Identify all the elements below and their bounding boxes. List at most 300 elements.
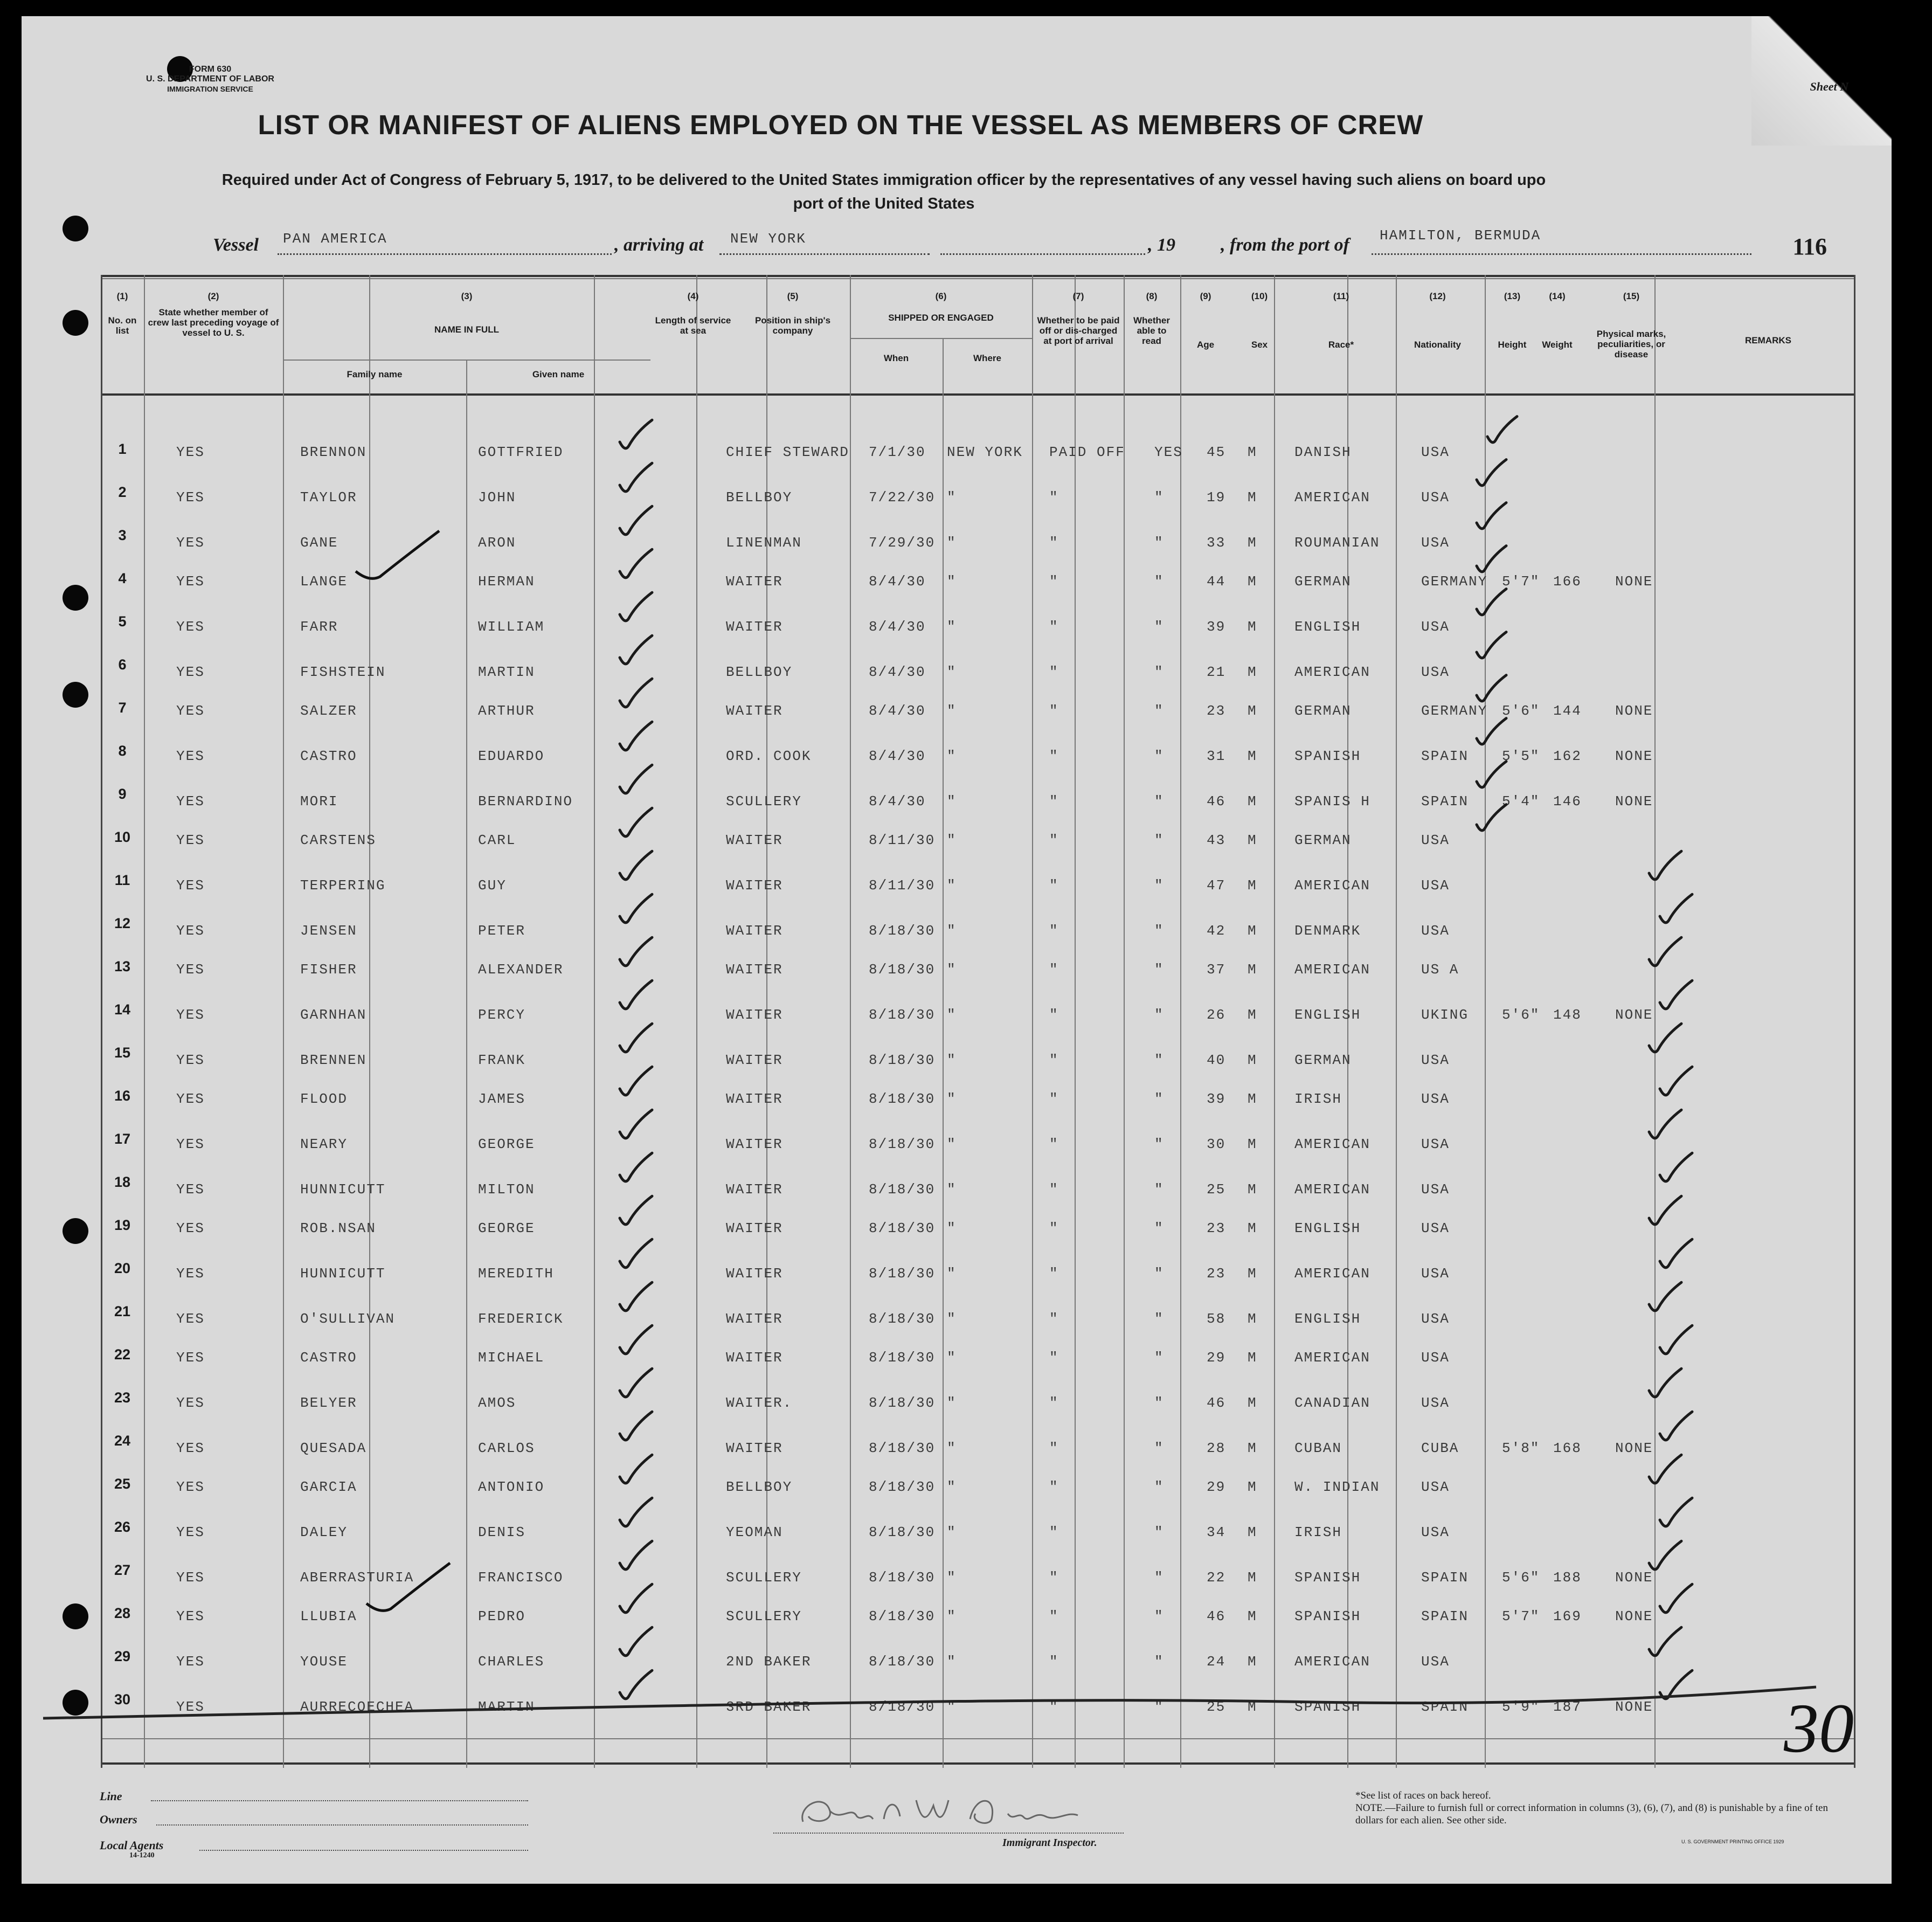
cell-position: WAITER: [726, 1091, 783, 1107]
cell-where: ": [947, 1654, 957, 1670]
cell-paid: ": [1049, 1052, 1059, 1068]
length-of-service-check-icon: [620, 506, 652, 535]
length-of-service-check-icon: [620, 1627, 652, 1656]
cell-paid: ": [1049, 1091, 1059, 1107]
cell-prev: YES: [176, 1311, 205, 1327]
ink-marks: [22, 16, 1892, 1884]
cell-prev: YES: [176, 1007, 205, 1023]
column-number-c10: (10): [1251, 291, 1268, 301]
cell-position: WAITER: [726, 1136, 783, 1152]
cell-prev: YES: [176, 1350, 205, 1366]
cell-prev: YES: [176, 1608, 205, 1624]
cell-prev: YES: [176, 1654, 205, 1670]
cell-given: EDUARDO: [478, 748, 545, 764]
cell-age: 58: [1207, 1311, 1226, 1327]
remarks-check-icon: [1660, 1067, 1692, 1095]
cell-sex: M: [1248, 923, 1257, 939]
cell-sex: M: [1248, 877, 1257, 894]
cell-prev: YES: [176, 1052, 205, 1068]
length-of-service-check-icon: [620, 894, 652, 923]
footnote: [1355, 1789, 1840, 1827]
written-total: 30: [1784, 1690, 1854, 1767]
cell-where: ": [947, 1266, 957, 1282]
cell-read: ": [1154, 1052, 1164, 1068]
footnote-penalty: NOTE.—Failure to furnish full or correct information in columns (3), (6), (7), and (8) is punishable by a fine of ten dollars for each alien. See other side.: [1355, 1802, 1828, 1826]
cell-sex: M: [1248, 793, 1257, 810]
cell-when: 8/18/30: [869, 1440, 936, 1456]
cell-prev: YES: [176, 1266, 205, 1282]
cell-when: 8/18/30: [869, 962, 936, 978]
height-check-icon: [1477, 589, 1506, 615]
cell-read: ": [1154, 923, 1164, 939]
cell-prev: YES: [176, 1395, 205, 1411]
cell-paid: ": [1049, 1395, 1059, 1411]
cell-prev: YES: [176, 535, 205, 551]
cell-sex: M: [1248, 1570, 1257, 1586]
cell-given: JAMES: [478, 1091, 526, 1107]
column-number-c14: (14): [1549, 291, 1566, 301]
cell-when: 8/18/30: [869, 1136, 936, 1152]
cell-nationality: USA: [1421, 1181, 1450, 1198]
cell-position: SCULLERY: [726, 1608, 802, 1624]
length-of-service-check-icon: [620, 1670, 652, 1699]
cell-paid: ": [1049, 793, 1059, 810]
cell-race: IRISH: [1294, 1091, 1342, 1107]
cell-given: JOHN: [478, 489, 516, 506]
remarks-check-icon: [1649, 851, 1681, 880]
cell-given: GEORGE: [478, 1220, 535, 1236]
length-of-service-check-icon: [620, 808, 652, 836]
cell-position: WAITER: [726, 703, 783, 719]
cell-height: 5'9": [1502, 1699, 1540, 1715]
cell-paid: ": [1049, 1220, 1059, 1236]
length-of-service-check-icon: [620, 1325, 652, 1354]
cell-age: 23: [1207, 1266, 1226, 1282]
printer-imprint: U. S. GOVERNMENT PRINTING OFFICE 1929: [1681, 1839, 1784, 1844]
remarks-check-icon: [1649, 1368, 1681, 1397]
cell-family: CARSTENS: [300, 832, 376, 848]
large-check-mark-icon: [356, 531, 439, 578]
cell-sex: M: [1248, 1266, 1257, 1282]
cell-read: YES: [1154, 444, 1183, 460]
cell-weight: 169: [1553, 1608, 1582, 1624]
length-of-service-check-icon: [620, 937, 652, 966]
cell-when: 8/4/30: [869, 748, 926, 764]
cell-paid: ": [1049, 962, 1059, 978]
length-of-service-check-icon: [620, 1455, 652, 1483]
length-of-service-check-icon: [620, 1584, 652, 1613]
cell-nationality: USA: [1421, 877, 1450, 894]
height-check-icon: [1477, 805, 1506, 831]
cell-age: 39: [1207, 1091, 1226, 1107]
cell-sex: M: [1248, 832, 1257, 848]
cell-nationality: USA: [1421, 619, 1450, 635]
cell-sex: M: [1248, 1311, 1257, 1327]
column-number-c6: (6): [935, 291, 947, 301]
cell-age: 34: [1207, 1524, 1226, 1540]
cell-race: SPANISH: [1294, 748, 1361, 764]
cell-when: 8/18/30: [869, 1181, 936, 1198]
length-of-service-check-icon: [620, 679, 652, 707]
cell-when: 8/18/30: [869, 1091, 936, 1107]
cell-where: ": [947, 1524, 957, 1540]
cell-race: ENGLISH: [1294, 1311, 1361, 1327]
cell-position: WAITER: [726, 1440, 783, 1456]
column-header-c7: Whether to be paid off or dis-charged at port of arrival: [1037, 315, 1120, 346]
cell-no: 13: [114, 958, 131, 974]
cell-marks: NONE: [1615, 748, 1653, 764]
cell-where: ": [947, 832, 957, 848]
form-number: FORM 630: [189, 65, 232, 74]
cell-marks: NONE: [1615, 793, 1653, 810]
cell-position: WAITER: [726, 573, 783, 590]
length-of-service-check-icon: [620, 1282, 652, 1311]
cell-paid: ": [1049, 573, 1059, 590]
column-number-c2: (2): [207, 291, 219, 301]
cell-position: WAITER: [726, 923, 783, 939]
cell-prev: YES: [176, 1091, 205, 1107]
cell-given: FRANCISCO: [478, 1570, 564, 1586]
column-header-c3: NAME IN FULL: [434, 324, 499, 335]
column-number-c5: (5): [787, 291, 799, 301]
cell-when: 8/18/30: [869, 1570, 936, 1586]
column-number-c1: (1): [116, 291, 128, 301]
sheet-number: 116: [1792, 233, 1827, 260]
cell-age: 33: [1207, 535, 1226, 551]
cell-age: 39: [1207, 619, 1226, 635]
length-of-service-check-icon: [620, 1541, 652, 1570]
cell-position: WAITER: [726, 1220, 783, 1236]
cell-when: 8/18/30: [869, 1266, 936, 1282]
cell-family: CASTRO: [300, 1350, 357, 1366]
cell-no: 25: [114, 1476, 131, 1492]
page-title: LIST OR MANIFEST OF ALIENS EMPLOYED ON THE VESSEL AS MEMBERS OF CREW: [258, 109, 1424, 140]
cell-age: 29: [1207, 1479, 1226, 1495]
length-of-service-check-icon: [620, 420, 652, 448]
cell-paid: ": [1049, 489, 1059, 506]
cell-family: CASTRO: [300, 748, 357, 764]
cell-race: ENGLISH: [1294, 1007, 1361, 1023]
cell-given: GUY: [478, 877, 507, 894]
cell-where: ": [947, 877, 957, 894]
cell-where: ": [947, 535, 957, 551]
cell-race: GERMAN: [1294, 703, 1352, 719]
cell-read: ": [1154, 703, 1164, 719]
cell-where: ": [947, 1220, 957, 1236]
cell-read: ": [1154, 1608, 1164, 1624]
cell-no: 12: [114, 915, 131, 931]
cell-where: ": [947, 1699, 957, 1715]
cell-paid: ": [1049, 1136, 1059, 1152]
subtitle-line-2: port of the United States: [793, 195, 975, 212]
cell-prev: YES: [176, 832, 205, 848]
cell-family: FISHER: [300, 962, 357, 978]
cell-position: WAITER: [726, 1311, 783, 1327]
cell-position: WAITER: [726, 1181, 783, 1198]
cell-weight: 146: [1553, 793, 1582, 810]
cell-no: 21: [114, 1303, 131, 1319]
cell-weight: 162: [1553, 748, 1582, 764]
cell-prev: YES: [176, 1570, 205, 1586]
cell-age: 29: [1207, 1350, 1226, 1366]
column-header-c2: State whether member of crew last preceding voyage of vessel to U. S.: [148, 307, 279, 338]
cell-race: AMERICAN: [1294, 1136, 1370, 1152]
cell-age: 37: [1207, 962, 1226, 978]
cell-no: 19: [114, 1217, 131, 1233]
cell-paid: ": [1049, 1570, 1059, 1586]
remarks-check-icon: [1649, 937, 1681, 966]
cell-when: 7/1/30: [869, 444, 926, 460]
cell-sex: M: [1248, 1220, 1257, 1236]
from-label: , from the port of: [1221, 235, 1349, 255]
cell-read: ": [1154, 535, 1164, 551]
cell-given: PETER: [478, 923, 526, 939]
cell-height: 5'5": [1502, 748, 1540, 764]
cell-family: YOUSE: [300, 1654, 348, 1670]
cell-race: AMERICAN: [1294, 1350, 1370, 1366]
cell-sex: M: [1248, 1440, 1257, 1456]
cell-family: GARCIA: [300, 1479, 357, 1495]
cell-prev: YES: [176, 1440, 205, 1456]
column-number-c3: (3): [461, 291, 473, 301]
cell-nationality: USA: [1421, 664, 1450, 680]
cell-race: DANISH: [1294, 444, 1352, 460]
cell-nationality: USA: [1421, 1350, 1450, 1366]
cell-family: LANGE: [300, 573, 348, 590]
cell-family: BRENNEN: [300, 1052, 367, 1068]
cell-age: 31: [1207, 748, 1226, 764]
cell-given: GOTTFRIED: [478, 444, 564, 460]
remarks-check-icon: [1660, 894, 1692, 923]
cell-where: ": [947, 619, 957, 635]
cell-weight: 166: [1553, 573, 1582, 590]
cell-no: 3: [118, 527, 127, 543]
cell-read: ": [1154, 1220, 1164, 1236]
cell-given: CARLOS: [478, 1440, 535, 1456]
cell-weight: 148: [1553, 1007, 1582, 1023]
cell-race: DENMARK: [1294, 923, 1361, 939]
cell-when: 8/4/30: [869, 664, 926, 680]
cell-when: 8/18/30: [869, 1220, 936, 1236]
cell-when: 8/18/30: [869, 1311, 936, 1327]
cell-age: 45: [1207, 444, 1226, 460]
length-of-service-check-icon: [620, 1067, 652, 1095]
cell-nationality: GERMANY: [1421, 573, 1488, 590]
cell-sex: M: [1248, 1395, 1257, 1411]
cell-height: 5'7": [1502, 1608, 1540, 1624]
cell-read: ": [1154, 619, 1164, 635]
column-number-c15: (15): [1623, 291, 1640, 301]
cell-prev: YES: [176, 619, 205, 635]
cell-position: WAITER: [726, 1266, 783, 1282]
cell-family: AURRECOECHEA: [300, 1699, 414, 1715]
cell-paid: ": [1049, 664, 1059, 680]
cell-marks: NONE: [1615, 1570, 1653, 1586]
cell-prev: YES: [176, 1136, 205, 1152]
department: U. S. DEPARTMENT OF LABOR: [146, 74, 274, 84]
cell-read: ": [1154, 877, 1164, 894]
cell-read: ": [1154, 1654, 1164, 1670]
column-number-c9: (9): [1200, 291, 1211, 301]
remarks-check-icon: [1649, 1024, 1681, 1052]
vessel-name: PAN AMERICA: [283, 231, 387, 247]
cell-position: WAITER: [726, 1350, 783, 1366]
column-header-c5: Position in ship's company: [754, 315, 831, 336]
cell-nationality: USA: [1421, 489, 1450, 506]
cell-height: 5'4": [1502, 793, 1540, 810]
column-header-c6: SHIPPED OR ENGAGED: [888, 313, 994, 323]
cell-prev: YES: [176, 1699, 205, 1715]
cell-nationality: SPAIN: [1421, 1608, 1469, 1624]
cell-position: 3RD BAKER: [726, 1699, 812, 1715]
cell-family: QUESADA: [300, 1440, 367, 1456]
cell-marks: NONE: [1615, 573, 1653, 590]
remarks-check-icon: [1660, 1239, 1692, 1268]
cell-read: ": [1154, 1007, 1164, 1023]
cell-where: ": [947, 703, 957, 719]
cell-read: ": [1154, 1350, 1164, 1366]
cell-given: ARTHUR: [478, 703, 535, 719]
cell-where: ": [947, 923, 957, 939]
cell-prev: YES: [176, 573, 205, 590]
cell-nationality: USA: [1421, 923, 1450, 939]
cell-nationality: USA: [1421, 1052, 1450, 1068]
cell-no: 15: [114, 1045, 131, 1061]
length-of-service-check-icon: [620, 635, 652, 664]
cell-where: ": [947, 1395, 957, 1411]
cell-sex: M: [1248, 1350, 1257, 1366]
cell-when: 8/18/30: [869, 1350, 936, 1366]
service: IMMIGRATION SERVICE: [167, 85, 253, 93]
cell-position: WAITER: [726, 619, 783, 635]
length-of-service-check-icon: [620, 1368, 652, 1397]
cell-family: SALZER: [300, 703, 357, 719]
cell-when: 8/18/30: [869, 1007, 936, 1023]
cell-prev: YES: [176, 1220, 205, 1236]
cell-prev: YES: [176, 444, 205, 460]
cell-race: CANADIAN: [1294, 1395, 1370, 1411]
cell-nationality: USA: [1421, 1220, 1450, 1236]
cell-age: 46: [1207, 793, 1226, 810]
column-header-c16: REMARKS: [1745, 335, 1791, 345]
cell-position: WAITER: [726, 832, 783, 848]
cell-read: ": [1154, 1524, 1164, 1540]
cell-family: ROB.NSAN: [300, 1220, 376, 1236]
column-header-c8: Whether able to read: [1133, 315, 1170, 346]
height-check-icon: [1477, 762, 1506, 787]
cell-prev: YES: [176, 748, 205, 764]
cell-position: ORD. COOK: [726, 748, 812, 764]
cell-sex: M: [1248, 1654, 1257, 1670]
cell-weight: 188: [1553, 1570, 1582, 1586]
cell-race: GERMAN: [1294, 1052, 1352, 1068]
cell-when: 7/22/30: [869, 489, 936, 506]
cell-age: 40: [1207, 1052, 1226, 1068]
cell-family: TAYLOR: [300, 489, 357, 506]
cell-sex: M: [1248, 703, 1257, 719]
length-of-service-check-icon: [620, 851, 652, 880]
cell-read: ": [1154, 1479, 1164, 1495]
cell-given: GEORGE: [478, 1136, 535, 1152]
vessel-label: Vessel: [213, 235, 259, 255]
closing-line: [43, 1687, 1816, 1718]
length-of-service-check-icon: [620, 1153, 652, 1181]
cell-read: ": [1154, 489, 1164, 506]
cell-height: 5'6": [1502, 1570, 1540, 1586]
cell-given: CHARLES: [478, 1654, 545, 1670]
cell-given: CARL: [478, 832, 516, 848]
cell-sex: M: [1248, 1608, 1257, 1624]
cell-when: 8/11/30: [869, 832, 936, 848]
cell-age: 43: [1207, 832, 1226, 848]
length-of-service-check-icon: [620, 765, 652, 793]
family-name-header: Family name: [347, 369, 403, 379]
cell-paid: ": [1049, 1311, 1059, 1327]
where-header: Where: [973, 353, 1001, 363]
remarks-check-icon: [1660, 980, 1692, 1009]
cell-sex: M: [1248, 573, 1257, 590]
cell-read: ": [1154, 1311, 1164, 1327]
cell-when: 8/4/30: [869, 703, 926, 719]
cell-where: NEW YORK: [947, 444, 1023, 460]
cell-given: MICHAEL: [478, 1350, 545, 1366]
inspector-label: Immigrant Inspector.: [1002, 1837, 1097, 1849]
cell-given: MARTIN: [478, 664, 535, 680]
cell-where: ": [947, 1570, 957, 1586]
cell-paid: PAID OFF: [1049, 444, 1125, 460]
cell-sex: M: [1248, 535, 1257, 551]
column-header-c9: Age: [1196, 340, 1215, 350]
cell-sex: M: [1248, 1479, 1257, 1495]
cell-marks: NONE: [1615, 1440, 1653, 1456]
cell-read: ": [1154, 1181, 1164, 1198]
cell-no: 22: [114, 1346, 131, 1363]
cell-nationality: SPAIN: [1421, 748, 1469, 764]
cell-paid: ": [1049, 1007, 1059, 1023]
cell-position: SCULLERY: [726, 793, 802, 810]
cell-no: 10: [114, 829, 131, 845]
height-check-icon: [1477, 546, 1506, 572]
cell-when: 8/4/30: [869, 793, 926, 810]
cell-race: AMERICAN: [1294, 489, 1370, 506]
cell-read: ": [1154, 962, 1164, 978]
cell-nationality: USA: [1421, 1091, 1450, 1107]
cell-nationality: USA: [1421, 1266, 1450, 1282]
cell-nationality: USA: [1421, 832, 1450, 848]
cell-height: 5'6": [1502, 703, 1540, 719]
cell-position: BELLBOY: [726, 664, 793, 680]
cell-given: AMOS: [478, 1395, 516, 1411]
arriving-port: NEW YORK: [730, 231, 806, 247]
manifest-sheet: [22, 16, 1892, 1884]
cell-family: FLOOD: [300, 1091, 348, 1107]
cell-where: ": [947, 793, 957, 810]
cell-where: ": [947, 962, 957, 978]
cell-position: BELLBOY: [726, 489, 793, 506]
cell-paid: ": [1049, 1608, 1059, 1624]
cell-read: ": [1154, 1136, 1164, 1152]
cell-read: ": [1154, 573, 1164, 590]
cell-race: AMERICAN: [1294, 664, 1370, 680]
cell-nationality: SPAIN: [1421, 1570, 1469, 1586]
remarks-check-icon: [1649, 1541, 1681, 1570]
cell-where: ": [947, 1350, 957, 1366]
footnote-races: *See list of races on back hereof.: [1355, 1790, 1491, 1801]
cell-sex: M: [1248, 1136, 1257, 1152]
cell-sex: M: [1248, 748, 1257, 764]
cell-nationality: USA: [1421, 1395, 1450, 1411]
cell-prev: YES: [176, 703, 205, 719]
